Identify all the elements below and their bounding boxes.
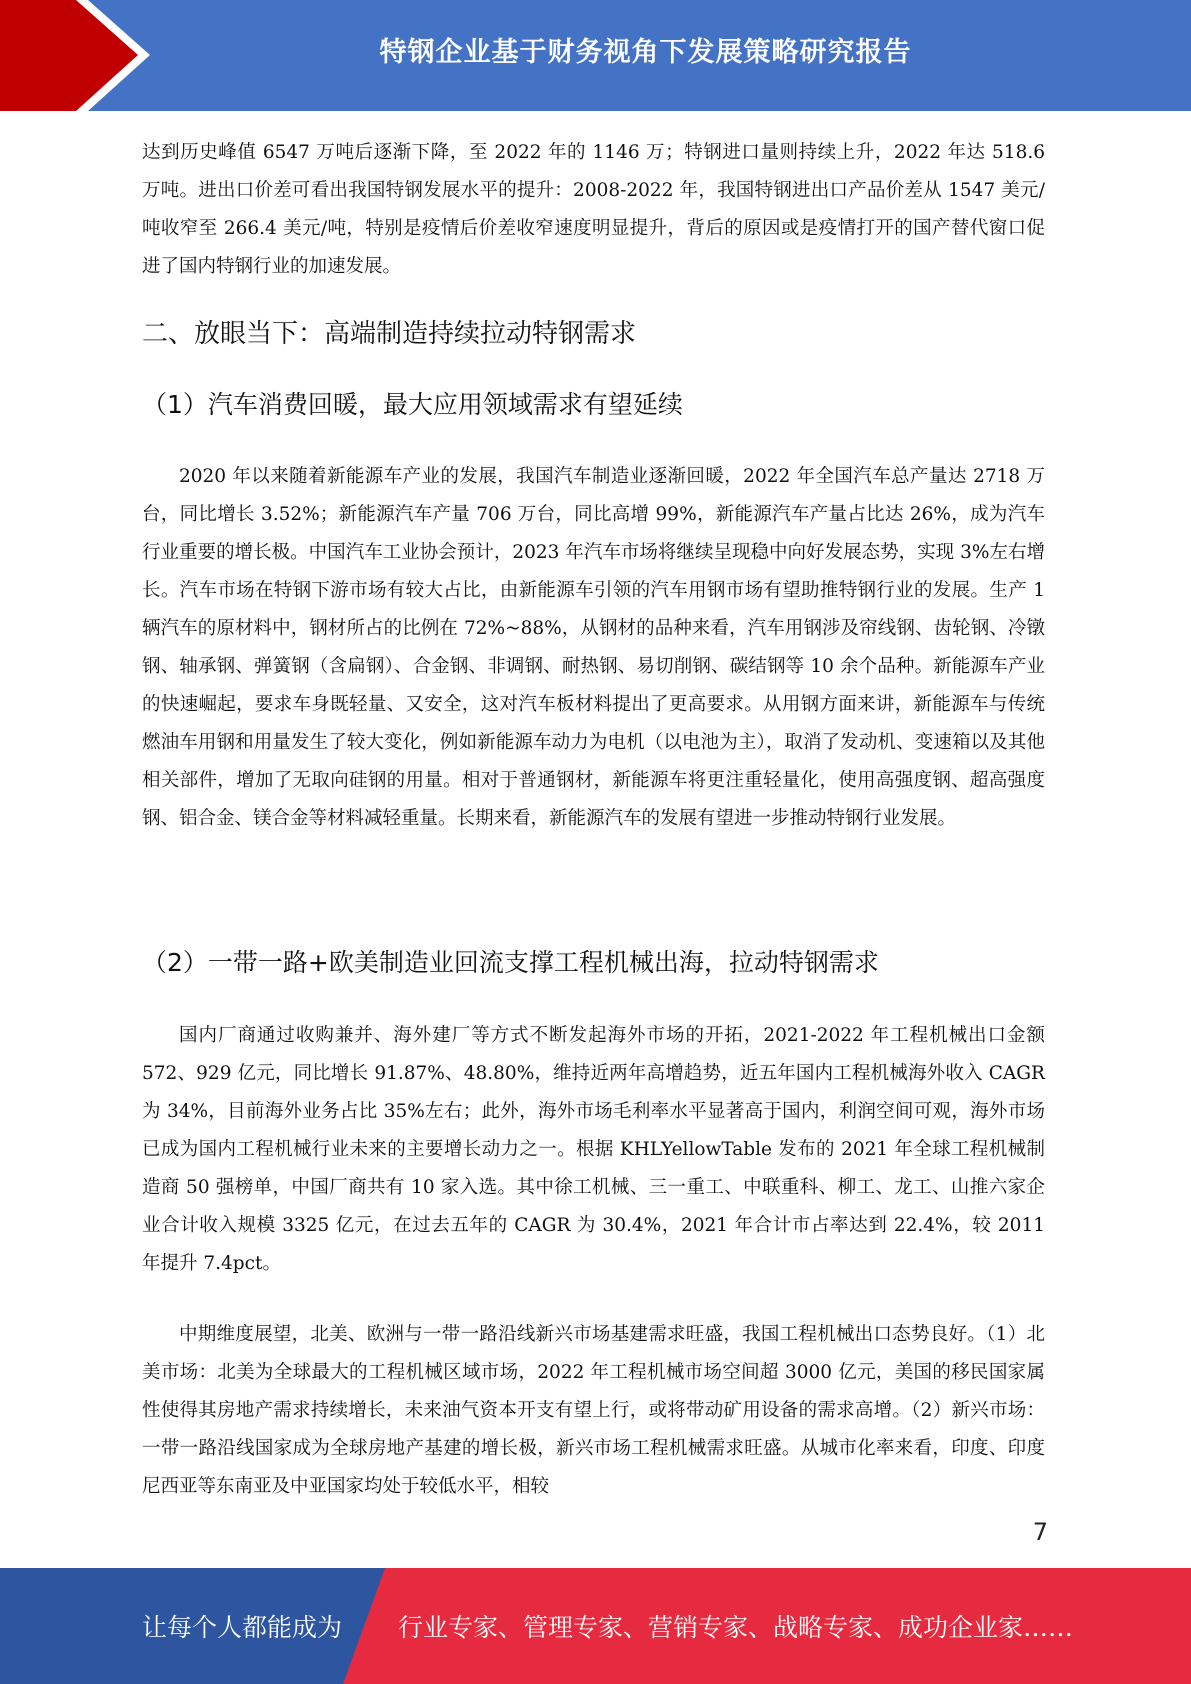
- paragraph-machinery-outlook: 中期维度展望，北美、欧洲与一带一路沿线新兴市场基建需求旺盛，我国工程机械出口态势良好。（1）北美市场：北美为全球最大的工程机械区域市场，2022 年工程机械市场空间超 3000 亿元，美国的移民国家属性使得其房地产需求持续增长，未来油气资本开支有望上行，或将带动矿用设备的需求高增。（2）新兴市场：一带一路沿线国家成为全球房地产基建的增长极，新兴市场工程机械需求旺盛。从城市化率来看，印度、印度尼西亚等东南亚及中亚国家均处于较低水平，相较: [142, 1324, 1045, 1497]
- footer-slogan-left: 让每个人都能成为: [142, 1613, 343, 1642]
- header-arrow-icon: [0, 0, 138, 111]
- page-footer: [0, 1568, 1191, 1684]
- subsection-heading-auto: （1）汽车消费回暖，最大应用领域需求有望延续: [142, 390, 683, 419]
- subsection-heading-machinery: （2）一带一路+欧美制造业回流支撑工程机械出海，拉动特钢需求: [142, 948, 879, 977]
- paragraph-machinery-overseas: 国内厂商通过收购兼并、海外建厂等方式不断发起海外市场的开拓，2021-2022 年工程机械出口金额 572、929 亿元，同比增长 91.87%、48.80%，维持近两年高增趋势，近五年国内工程机械海外收入 CAGR 为 34%，目前海外业务占比 35%左右；此外，海外市场毛利率水平显著高于国内，利润空间可观，海外市场已成为国内工程机械行业未来的主要增长动力之一。根据 KHLYellowTable 发布的 2021 年全球工程机械制造商 50 强榜单，中国厂商共有 10 家入选。其中徐工机械、三一重工、中联重科、柳工、龙工、山推六家企业合计收入规模 3325 亿元，在过去五年的 CAGR 为 30.4%，2021 年合计市占率达到 22.4%，较 2011 年提升 7.4pct。: [142, 1025, 1045, 1274]
- page-header: [0, 0, 1191, 111]
- header-title: 特钢企业基于财务视角下发展策略研究报告: [379, 37, 912, 68]
- footer-slogan-right: 行业专家、管理专家、营销专家、战略专家、成功企业家……: [398, 1613, 1074, 1642]
- paragraph-intro: 达到历史峰值 6547 万吨后逐渐下降，至 2022 年的 1146 万；特钢进口量则持续上升，2022 年达 518.6 万吨。进出口价差可看出我国特钢发展水平的提升：2008-2022 年，我国特钢进出口产品价差从 1547 美元/吨收窄至 266.4 美元/吨，特别是疫情后价差收窄速度明显提升，背后的原因或是疫情打开的国产替代窗口促进了国内特钢行业的加速发展。: [142, 142, 1045, 277]
- page-number: 7: [1032, 1518, 1048, 1546]
- section-heading: 二、放眼当下：高端制造持续拉动特钢需求: [142, 319, 637, 349]
- paragraph-auto: 2020 年以来随着新能源车产业的发展，我国汽车制造业逐渐回暖，2022 年全国汽车总产量达 2718 万台，同比增长 3.52%；新能源汽车产量 706 万台，同比高增 99%，新能源汽车产量占比达 26%，成为汽车行业重要的增长极。中国汽车工业协会预计，2023 年汽车市场将继续呈现稳中向好发展态势，实现 3%左右增长。汽车市场在特钢下游市场有较大占比，由新能源车引领的汽车用钢市场有望助推特钢行业的发展。生产 1 辆汽车的原材料中，钢材所占的比例在 72%~88%，从钢材的品种来看，汽车用钢涉及帘线钢、齿轮钢、冷镦钢、轴承钢、弹簧钢（含扁钢）、合金钢、非调钢、耐热钢、易切削钢、碳结钢等 10 余个品种。新能源车产业的快速崛起，要求车身既轻量、又安全，这对汽车板材料提出了更高要求。从用钢方面来讲，新能源车与传统燃油车用钢和用量发生了较大变化，例如新能源车动力为电机（以电池为主），取消了发动机、变速箱以及其他相关部件，增加了无取向硅钢的用量。相对于普通钢材，新能源车将更注重轻量化，使用高强度钢、超高强度钢、铝合金、镁合金等材料减轻重量。长期来看，新能源汽车的发展有望进一步推动特钢行业发展。: [142, 466, 1045, 829]
